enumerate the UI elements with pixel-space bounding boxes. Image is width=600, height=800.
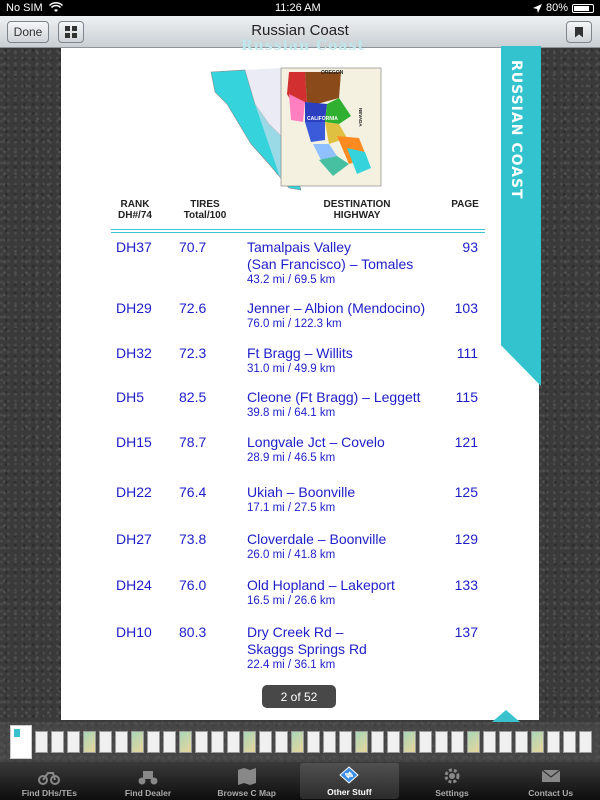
distance-cell: 39.8 mi / 64.1 km: [247, 407, 336, 419]
rank-cell: DH22: [116, 484, 152, 500]
tab-find-dealer[interactable]: [99, 762, 198, 800]
thumbnail[interactable]: [131, 731, 144, 753]
tab-label: Find Dealer: [124, 788, 172, 798]
thumbnail[interactable]: [307, 731, 320, 753]
distance-cell: 31.0 mi / 49.9 km: [247, 363, 336, 375]
destination-cell: Cloverdale – Boonville: [247, 531, 387, 547]
page-number-link[interactable]: 129: [454, 531, 478, 547]
page-number-link[interactable]: 115: [455, 389, 478, 405]
thumbnail[interactable]: [435, 731, 448, 753]
tires-cell: 80.3: [179, 624, 207, 640]
thumbnail[interactable]: [51, 731, 64, 753]
tires-cell: 72.6: [179, 300, 207, 316]
distance-cell: 76.0 mi / 122.3 km: [247, 318, 342, 330]
distance-cell: 22.4 mi / 36.1 km: [247, 659, 336, 671]
distance-cell: 28.9 mi / 46.5 km: [247, 452, 336, 464]
map-label-california: CALIFORNIA: [307, 116, 338, 122]
rank-cell: DH37: [116, 239, 152, 255]
thumbnail[interactable]: [83, 731, 96, 753]
destination-cell: Ft Bragg – Willits: [247, 345, 353, 361]
battery-icon: [572, 4, 594, 13]
thumbnail-current[interactable]: [10, 725, 32, 759]
tires-cell: 82.5: [179, 389, 207, 405]
header-divider: [111, 229, 485, 230]
table-header: [111, 199, 485, 229]
thumbnail[interactable]: [243, 731, 256, 753]
destination-cell: Longvale Jct – Covelo: [247, 434, 385, 450]
thumbnail[interactable]: [531, 731, 544, 753]
destination-cell: Ukiah – Boonville: [247, 484, 356, 500]
rank-cell: DH15: [116, 434, 152, 450]
thumbnail[interactable]: [483, 731, 496, 753]
rank-cell: DH29: [116, 300, 152, 316]
destination-cell: Cleone (Ft Bragg) – Leggett: [247, 389, 421, 405]
document-page[interactable]: [61, 38, 539, 720]
thumbnail-strip[interactable]: [0, 722, 600, 762]
page-number-link[interactable]: 103: [454, 300, 478, 316]
page-header: PAGE: [451, 199, 479, 210]
clock: 11:26 AM: [274, 2, 321, 14]
destination-cell-line2: (San Francisco) – Tomales: [247, 256, 414, 272]
thumbnail[interactable]: [419, 731, 432, 753]
thumbnail[interactable]: [403, 731, 416, 753]
destination-cell: Old Hopland – Lakeport: [247, 577, 395, 593]
thumbnail[interactable]: [195, 731, 208, 753]
tires-cell: 70.7: [179, 239, 207, 255]
destination-cell-line2: Skaggs Springs Rd: [247, 641, 367, 657]
thumbnail[interactable]: [323, 731, 336, 753]
thumbnail[interactable]: [163, 731, 176, 753]
tires-cell: 78.7: [179, 434, 207, 450]
done-button[interactable]: Done: [7, 21, 49, 43]
status-bar: [0, 0, 600, 16]
thumbnail[interactable]: [275, 731, 288, 753]
thumbnail[interactable]: [355, 731, 368, 753]
page-number-link[interactable]: 111: [456, 345, 478, 361]
destination-cell: Dry Creek Rd –: [247, 624, 344, 640]
destination-cell: Jenner – Albion (Mendocino): [247, 300, 426, 316]
thumbnail[interactable]: [35, 731, 48, 753]
rank-cell: DH10: [116, 624, 152, 640]
thumbnail[interactable]: [515, 731, 528, 753]
page-title: Russian Coast: [251, 22, 349, 39]
rank-subheader: DH#/74: [118, 210, 152, 221]
map-label-oregon: OREGON: [321, 70, 344, 76]
dealer-icon: [137, 766, 159, 786]
thumbnail[interactable]: [227, 731, 240, 753]
rank-cell: DH5: [116, 389, 145, 405]
page-number-link[interactable]: 121: [454, 434, 478, 450]
rank-cell: DH32: [116, 345, 152, 361]
thumbnail[interactable]: [387, 731, 400, 753]
map-label-nevada: NEVADA: [358, 108, 363, 127]
thumbnail[interactable]: [451, 731, 464, 753]
thumbnail[interactable]: [259, 731, 272, 753]
tab-label: Settings: [435, 788, 469, 798]
ghost-title: Russian Coast: [241, 38, 365, 54]
tires-cell: 72.3: [179, 345, 207, 361]
destination-cell: Tamalpais Valley: [247, 239, 352, 255]
thumbnail[interactable]: [147, 731, 160, 753]
page-number-link[interactable]: 125: [454, 484, 478, 500]
envelope-icon: [540, 766, 562, 786]
bookmark-button[interactable]: [566, 21, 592, 43]
page-number-link[interactable]: 133: [454, 577, 478, 593]
thumbnail[interactable]: [499, 731, 512, 753]
tab-contact-us[interactable]: [501, 762, 600, 800]
tires-header: TIRES: [190, 199, 220, 210]
rank-cell: DH24: [116, 577, 152, 593]
motorcycle-icon: [38, 766, 60, 786]
battery-percent: 80%: [545, 2, 568, 14]
rank-header: RANK: [120, 199, 150, 210]
carrier-label: No SIM: [6, 2, 43, 14]
thumbnail[interactable]: [371, 731, 384, 753]
thumbnail[interactable]: [291, 731, 304, 753]
page-number-link[interactable]: 93: [462, 239, 478, 255]
tires-cell: 73.8: [179, 531, 207, 547]
tab-browse-map[interactable]: [197, 762, 296, 800]
header-divider: [111, 232, 485, 233]
tab-find-dhs[interactable]: [0, 762, 99, 800]
tab-label: Browse C Map: [217, 788, 276, 798]
tab-settings[interactable]: [403, 762, 502, 800]
location-arrow-icon: [533, 4, 542, 13]
tab-label: Contact Us: [528, 788, 574, 798]
thumbnail[interactable]: [115, 731, 128, 753]
distance-cell: 26.0 mi / 41.8 km: [247, 549, 336, 561]
distance-cell: 43.2 mi / 69.5 km: [247, 274, 336, 286]
tab-bar: [0, 762, 600, 800]
thumbnail[interactable]: [67, 731, 80, 753]
tab-label: Find DHs/TEs: [21, 788, 77, 798]
rank-cell: DH27: [116, 531, 152, 547]
refresh-icon: [338, 765, 360, 785]
destination-header: DESTINATION: [323, 199, 391, 210]
tab-label: Other Stuff: [327, 787, 372, 797]
tires-cell: 76.4: [179, 484, 207, 500]
ribbon-label: RUSSIAN COAST: [508, 60, 524, 200]
highway-header: HIGHWAY: [333, 210, 381, 221]
tires-cell: 76.0: [179, 577, 207, 593]
thumbnail[interactable]: [211, 731, 224, 753]
tab-other-stuff[interactable]: [300, 763, 399, 799]
distance-cell: 17.1 mi / 27.5 km: [247, 502, 336, 514]
thumbnail[interactable]: [179, 731, 192, 753]
thumbnail[interactable]: [339, 731, 352, 753]
thumbnail[interactable]: [579, 731, 592, 753]
gear-icon: [441, 766, 463, 786]
map-icon: [236, 766, 258, 786]
bookmark-icon: [575, 27, 583, 38]
thumbnail[interactable]: [563, 731, 576, 753]
thumbnail[interactable]: [99, 731, 112, 753]
thumbnail[interactable]: [467, 731, 480, 753]
tires-subheader: Total/100: [183, 210, 227, 221]
wifi-icon: [49, 3, 63, 13]
page-indicator: 2 of 52: [262, 685, 336, 708]
thumbnail[interactable]: [547, 731, 560, 753]
page-number-link[interactable]: 137: [454, 624, 478, 640]
region-map: [209, 64, 389, 192]
distance-cell: 16.5 mi / 26.6 km: [247, 595, 336, 607]
